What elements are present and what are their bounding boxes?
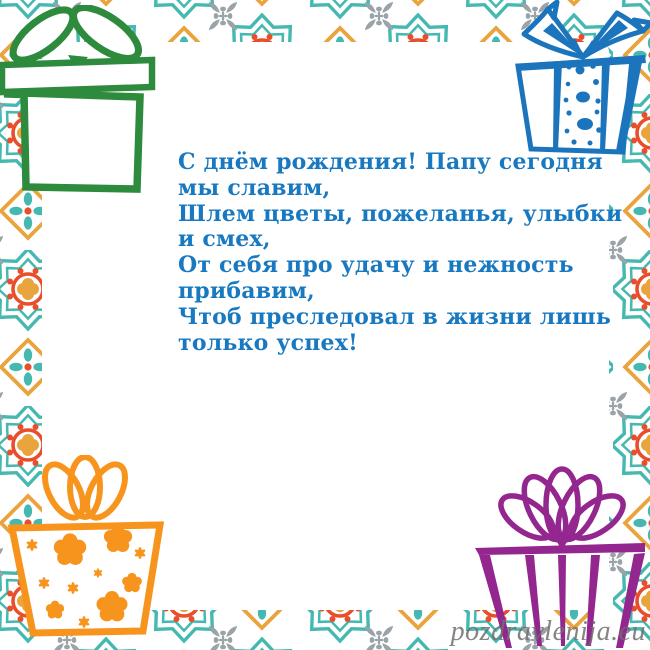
greeting-line: Чтоб преследовал в жизни лишь	[178, 303, 611, 330]
orange-gift-box-icon	[0, 455, 170, 650]
greeting-text	[178, 150, 622, 356]
greeting-line: мы славим,	[178, 174, 331, 201]
green-gift-box-icon	[0, 5, 160, 195]
blue-gift-box-icon	[505, 0, 650, 170]
greeting-line: и смех,	[178, 226, 271, 253]
watermark: pozdravlenija.eu	[450, 616, 646, 647]
greeting-line: только успех!	[178, 329, 358, 356]
greeting-line: С днём рождения! Папу сегодня	[178, 149, 603, 175]
greeting-line: прибавим,	[178, 277, 315, 304]
greeting-line: От себя про удачу и нежность	[178, 252, 574, 279]
greeting-line: Шлем цветы, пожеланья, улыбки	[178, 200, 623, 227]
